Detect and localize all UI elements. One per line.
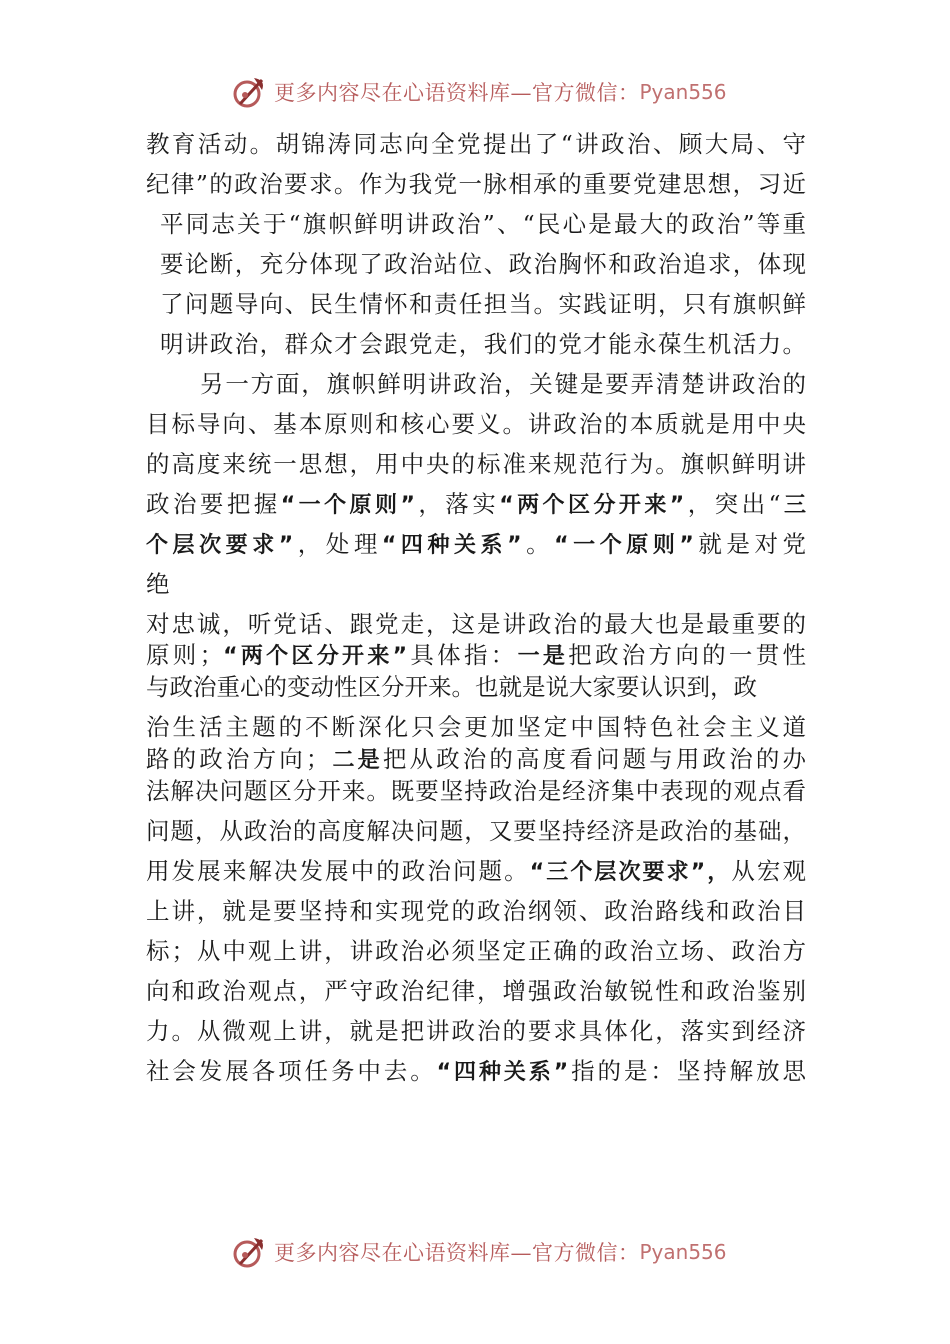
quill-logo-icon	[232, 74, 268, 110]
text-line: 与政治重心的变动性区分开来。也就是说大家要认识到，政	[146, 673, 757, 701]
text-line: 法解决问题区分开来。既要坚持政治是经济集中表现的观点看	[146, 777, 806, 805]
text-line: 要论断，充分体现了政治站位、政治胸怀和政治追求，体现	[160, 250, 806, 278]
quill-logo-icon	[232, 1234, 268, 1270]
text-line: 用发展来解决发展中的政治问题。“三个层次要求”，从宏观	[146, 857, 806, 885]
text-line: 目标导向、基本原则和核心要义。讲政治的本质就是用中央	[146, 410, 806, 438]
text-line: 力。从微观上讲，就是把讲政治的要求具体化，落实到经济	[146, 1017, 806, 1045]
text-line: 的高度来统一思想，用中央的标准来规范行为。旗帜鲜明讲	[146, 450, 806, 478]
footer-watermark	[232, 1232, 727, 1272]
wechat-id: Pyan556	[639, 1240, 727, 1264]
text-line: 个层次要求”，处理“四种关系”。“一个原则”就是对党	[146, 530, 806, 558]
text-line: 教育活动。胡锦涛同志向全党提出了“讲政治、顾大局、守	[146, 130, 806, 158]
text-line: 明讲政治，群众才会跟党走，我们的党才能永葆生机活力。	[160, 330, 806, 358]
wechat-id: Pyan556	[639, 80, 727, 104]
banner-text: 更多内容尽在心语资料库—官方微信：	[274, 81, 640, 105]
text-line: 政治要把握“一个原则”，落实“两个区分开来”，突出“三	[146, 490, 806, 518]
paragraph-start: 另一方面，旗帜鲜明讲政治，关键是要弄清楚讲政治的	[200, 370, 806, 398]
text-line: 了问题导向、民生情怀和责任担当。实践证明，只有旗帜鲜	[160, 290, 806, 318]
text-line: 纪律”的政治要求。作为我党一脉相承的重要党建思想，习近	[146, 170, 806, 198]
text-line: 问题，从政治的高度解决问题，又要坚持经济是政治的基础，	[146, 817, 806, 845]
text-line: 上讲，就是要坚持和实现党的政治纲领、政治路线和政治目	[146, 897, 806, 925]
text-line: 治生活主题的不断深化只会更加坚定中国特色社会主义道	[146, 713, 806, 741]
text-line: 原则；“两个区分开来”具体指：一是把政治方向的一贯性	[146, 641, 806, 669]
text-line: 向和政治观点，严守政治纪律，增强政治敏锐性和政治鉴别	[146, 977, 806, 1005]
text-line: 路的政治方向；二是把从政治的高度看问题与用政治的办	[146, 745, 806, 773]
text-line: 社会发展各项任务中去。“四种关系”指的是：坚持解放思	[146, 1057, 806, 1085]
text-line: 绝	[146, 570, 170, 598]
text-line: 对忠诚，听党话、跟党走，这是讲政治的最大也是最重要的	[146, 610, 806, 638]
header-watermark	[232, 72, 727, 112]
banner-text: 更多内容尽在心语资料库—官方微信：	[274, 1241, 640, 1265]
text-line: 平同志关于“旗帜鲜明讲政治”、“民心是最大的政治”等重	[160, 210, 806, 238]
text-line: 标；从中观上讲，讲政治必须坚定正确的政治立场、政治方	[146, 937, 806, 965]
